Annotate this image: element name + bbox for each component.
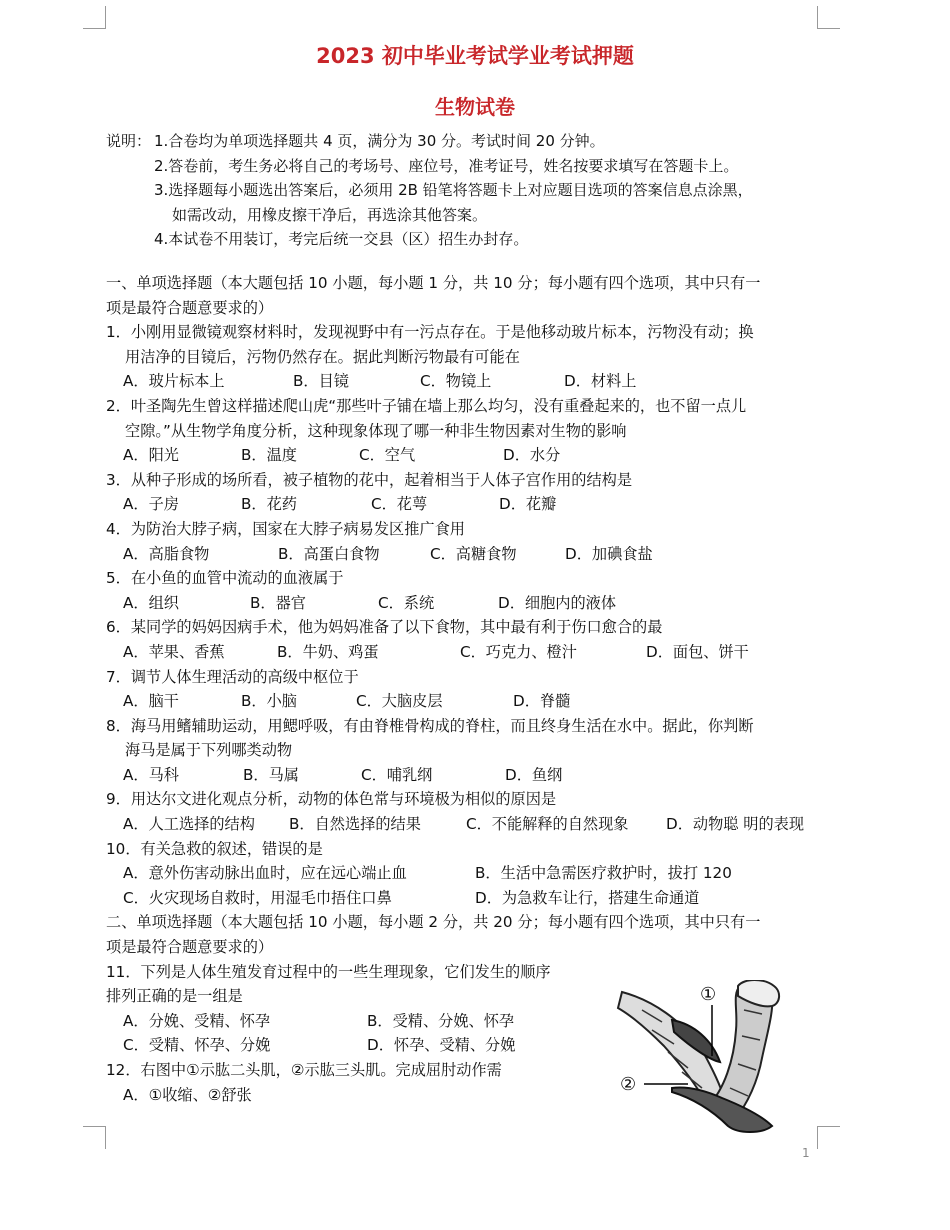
option-c: C．哺乳纲 bbox=[361, 765, 433, 784]
option-d: D．动物聪 明的表现 bbox=[666, 815, 805, 834]
option-b: B．花药 bbox=[241, 495, 297, 514]
question-5: 5．在小鱼的血管中流动的血液属于 A．组织 B．器官 C．系统 D．细胞内的液体 bbox=[106, 566, 820, 615]
option-a: A．马科 bbox=[123, 765, 179, 784]
options bbox=[106, 812, 820, 837]
page-number: 1 bbox=[802, 1146, 810, 1160]
instruction-item: 3.选择题每小题选出答案后，必须用 2B 铅笔将答题卡上对应题目选项的答案信息点涂黑， bbox=[154, 181, 753, 199]
exam-title: 2023 初中毕业考试学业考试押题 bbox=[316, 44, 634, 68]
section-2-header: 二、单项选择题（本大题包括 10 小题，每小题 2 分，共 20 分；每小题有四个选项，其中只有一 项是最符合题意要求的） bbox=[106, 913, 761, 957]
option-c: C．大脑皮层 bbox=[356, 692, 443, 711]
section-1-header: 一、单项选择题（本大题包括 10 小题，每小题 1 分，共 10 分；每小题有四个选项，其中只有一 项是最符合题意要求的） bbox=[106, 274, 761, 317]
options bbox=[106, 369, 820, 394]
option-d: D．脊髓 bbox=[513, 692, 571, 711]
options bbox=[106, 542, 820, 567]
option-a: A．组织 bbox=[123, 593, 179, 612]
question-4: 4．为防治大脖子病，国家在大脖子病易发区推广食用 A．高脂食物 B．高蛋白食物 C．高糖食物 D．加碘食盐 bbox=[106, 517, 820, 566]
option-c: C．不能解释的自然现象 bbox=[466, 815, 629, 834]
question-7: 7．调节人体生理活动的高级中枢位于 A．脑干 B．小脑 C．大脑皮层 D．脊髓 bbox=[106, 665, 820, 714]
option-c: C．受精、怀孕、分娩 bbox=[123, 1036, 271, 1055]
options bbox=[106, 763, 820, 788]
option-a: A．①收缩、②舒张 bbox=[123, 1085, 252, 1104]
question-9: 9．用达尔文进化观点分析，动物的体色常与环境极为相似的原因是 A．人工选择的结构 B．自然选择的结果 C．不能解释的自然现象 D．动物聪 明的表现 bbox=[106, 787, 820, 836]
instruction-item: 如需改动，用橡皮擦干净后，再选涂其他答案。 bbox=[172, 205, 488, 224]
option-c: C．火灾现场自救时，用湿毛巾捂住口鼻 bbox=[123, 888, 392, 907]
question-2: 2．叶圣陶先生曾这样描述爬山虎“那些叶子铺在墙上那么均匀，没有重叠起来的，也不留一点儿 空隙。”从生物学角度分析，这种现象体现了哪一种非生物因素对生物的影响 A．阳光 B．温度 C．空气 D．水分 bbox=[106, 394, 820, 468]
option-a: A．高脂食物 bbox=[123, 544, 210, 563]
figure-label-1: ① bbox=[700, 984, 717, 1005]
options bbox=[106, 591, 820, 616]
option-a: A．意外伤害动脉出血时，应在远心端止血 bbox=[123, 864, 407, 883]
arm-muscle-figure bbox=[612, 980, 812, 1138]
instructions-label: 说明： bbox=[106, 132, 152, 150]
option-c: C．巧克力、橙汁 bbox=[460, 642, 577, 661]
options bbox=[106, 861, 820, 886]
option-c: C．高糖食物 bbox=[430, 544, 517, 563]
question-3: 3．从种子形成的场所看，被子植物的花中，起着相当于人体子宫作用的结构是 A．子房 B．花药 C．花萼 D．花瓣 bbox=[106, 468, 820, 517]
option-a: A．分娩、受精、怀孕 bbox=[123, 1011, 271, 1030]
crop-mark-top-left bbox=[83, 6, 106, 29]
options bbox=[106, 640, 820, 665]
option-d: D．细胞内的液体 bbox=[498, 593, 617, 612]
option-c: C．空气 bbox=[359, 446, 416, 465]
option-a: A．阳光 bbox=[123, 446, 179, 465]
option-b: B．器官 bbox=[250, 593, 306, 612]
option-a: A．子房 bbox=[123, 495, 179, 514]
instruction-item: 4.本试卷不用装订，考完后统一交县（区）招生办封存。 bbox=[154, 230, 529, 248]
option-d: D．花瓣 bbox=[499, 495, 557, 514]
option-d: D．鱼纲 bbox=[505, 765, 563, 784]
instruction-item: 2.答卷前，考生务必将自己的考场号、座位号，准考证号，姓名按要求填写在答题卡上。 bbox=[154, 156, 739, 175]
option-d: D．加碘食盐 bbox=[565, 544, 653, 563]
question-1: 1．小刚用显微镜观察材料时，发现视野中有一污点存在。于是他移动玻片标本，污物没有动；换 用洁净的目镜后，污物仍然存在。据此判断污物最有可能在 A．玻片标本上 B．目镜 C．物镜上 D．材料上 bbox=[106, 320, 820, 394]
option-d: D．面包、饼干 bbox=[646, 642, 749, 661]
option-c: C．物镜上 bbox=[420, 372, 492, 391]
option-d: D．水分 bbox=[503, 446, 561, 465]
question-10: 10．有关急救的叙述，错误的是 A．意外伤害动脉出血时，应在远心端止血 B．生活中急需医疗救护时，拔打 120 C．火灾现场自救时，用湿毛巾捂住口鼻 D．为急救车让行，搭建生命通道 bbox=[106, 837, 820, 911]
option-a: A．苹果、香蕉 bbox=[123, 642, 225, 661]
instruction-item: 1.合卷均为单项选择题共 4 页，满分为 30 分。考试时间 20 分钟。 bbox=[154, 132, 605, 150]
option-d: D．材料上 bbox=[564, 372, 637, 391]
option-b: B．牛奶、鸡蛋 bbox=[277, 642, 379, 661]
option-b: B．高蛋白食物 bbox=[278, 544, 380, 563]
exam-subtitle: 生物试卷 bbox=[435, 95, 515, 119]
question-8: 8．海马用鳍辅助运动，用鳃呼吸，有由脊椎骨构成的脊柱，而且终身生活在水中。据此，你判断 海马是属于下列哪类动物 A．马科 B．马属 C．哺乳纲 D．鱼纲 bbox=[106, 714, 820, 788]
option-a: A．玻片标本上 bbox=[123, 372, 225, 391]
option-c: C．花萼 bbox=[371, 495, 428, 514]
option-d: D．怀孕、受精、分娩 bbox=[367, 1036, 516, 1055]
option-a: A．人工选择的结构 bbox=[123, 815, 255, 834]
option-a: A．脑干 bbox=[123, 692, 179, 711]
option-b: B．目镜 bbox=[293, 372, 349, 391]
option-b: B．温度 bbox=[241, 446, 297, 465]
option-b: B．自然选择的结果 bbox=[289, 815, 421, 834]
instructions bbox=[106, 129, 826, 252]
options bbox=[106, 492, 820, 517]
options bbox=[106, 886, 820, 911]
crop-mark-bottom-left bbox=[83, 1126, 106, 1149]
options bbox=[106, 443, 820, 468]
question-11: 11．下列是人体生殖发育过程中的一些生理现象，它们发生的顺序 排列正确的是一组是 A．分娩、受精、怀孕 B．受精、分娩、怀孕 C．受精、怀孕、分娩 D．怀孕、受精、分娩 bbox=[106, 960, 820, 1058]
crop-mark-bottom-right bbox=[817, 1126, 840, 1149]
option-b: B．受精、分娩、怀孕 bbox=[367, 1011, 515, 1030]
crop-mark-top-right bbox=[817, 6, 840, 29]
question-6: 6．某同学的妈妈因病手术，他为妈妈准备了以下食物，其中最有利于伤口愈合的最 A．苹果、香蕉 B．牛奶、鸡蛋 C．巧克力、橙汁 D．面包、饼干 bbox=[106, 615, 820, 664]
option-c: C．系统 bbox=[378, 593, 435, 612]
option-b: B．马属 bbox=[243, 765, 299, 784]
options bbox=[106, 689, 820, 714]
option-d: D．为急救车让行，搭建生命通道 bbox=[475, 888, 700, 907]
option-b: B．生活中急需医疗救护时，拔打 120 bbox=[475, 864, 732, 883]
figure-label-2: ② bbox=[620, 1074, 637, 1095]
option-b: B．小脑 bbox=[241, 692, 297, 711]
question-12: 12．右图中①示肱二头肌，②示肱三头肌。完成屈肘动作需 A．①收缩、②舒张 bbox=[106, 1058, 820, 1107]
